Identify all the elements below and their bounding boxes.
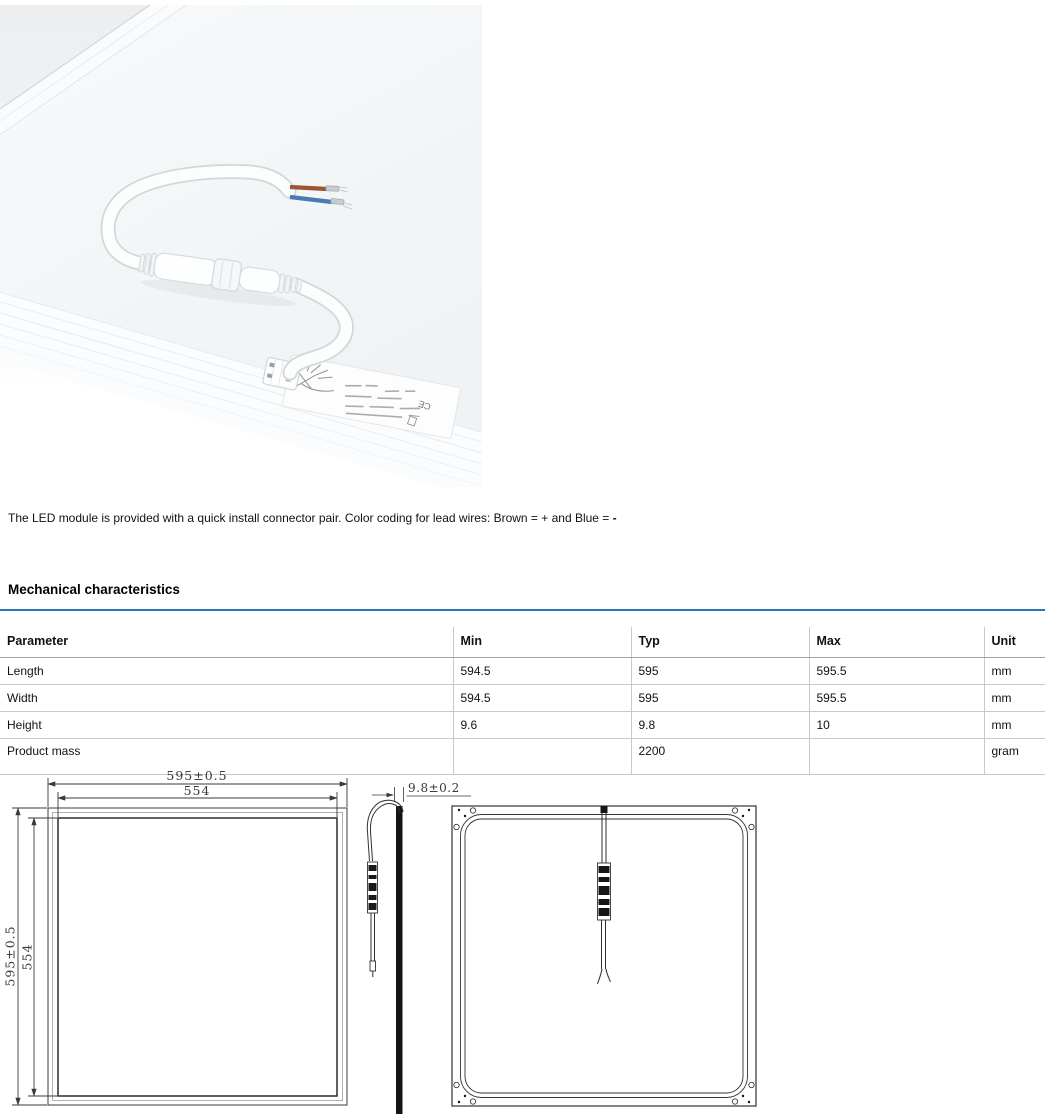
svg-text:CE: CE bbox=[416, 398, 433, 413]
brown-wire bbox=[290, 187, 327, 189]
dim-height-inner: 554 bbox=[19, 943, 35, 971]
table-row bbox=[0, 685, 1045, 712]
cell: Width bbox=[0, 685, 453, 712]
cell: 9.6 bbox=[453, 712, 631, 739]
dim-thickness: 9.8±0.2 bbox=[408, 781, 460, 795]
col-parameter: Parameter bbox=[0, 627, 453, 658]
cell: 595 bbox=[631, 658, 809, 685]
spec-table bbox=[0, 627, 1045, 775]
corner-rivets bbox=[458, 809, 750, 1103]
corner-screws bbox=[454, 808, 754, 1104]
cell: gram bbox=[984, 739, 1045, 775]
cell: 595.5 bbox=[809, 685, 984, 712]
back-cable bbox=[598, 806, 611, 984]
dim-width-outer: 595±0.5 bbox=[166, 768, 228, 783]
section-rule bbox=[0, 609, 1045, 611]
cell: mm bbox=[984, 658, 1045, 685]
cell: Product mass bbox=[0, 739, 453, 775]
cell bbox=[809, 739, 984, 775]
col-max: Max bbox=[809, 627, 984, 658]
cell: 594.5 bbox=[453, 685, 631, 712]
cell: 595.5 bbox=[809, 658, 984, 685]
table-row bbox=[0, 712, 1045, 739]
table-row bbox=[0, 658, 1045, 685]
back-view-drawing bbox=[452, 806, 756, 1106]
panel-profile bbox=[396, 806, 403, 1114]
col-unit: Unit bbox=[984, 627, 1045, 658]
photo-caption bbox=[8, 511, 1008, 526]
cell: 594.5 bbox=[453, 658, 631, 685]
cell: 2200 bbox=[631, 739, 809, 775]
col-typ: Typ bbox=[631, 627, 809, 658]
caption-bold-minus: - bbox=[612, 511, 617, 525]
cell: 10 bbox=[809, 712, 984, 739]
col-min: Min bbox=[453, 627, 631, 658]
caption-text: The LED module is provided with a quick install connector pair. Color coding for lead wires: Brown = + and Blue = bbox=[8, 511, 613, 525]
dim-height-outer: 595±0.5 bbox=[2, 925, 18, 987]
dimension-drawings bbox=[0, 765, 780, 1115]
table-header-row bbox=[0, 627, 1045, 658]
cell: Height bbox=[0, 712, 453, 739]
cell: 595 bbox=[631, 685, 809, 712]
cell: Length bbox=[0, 658, 453, 685]
side-view-drawing bbox=[367, 781, 471, 1114]
front-view-drawing bbox=[3, 768, 348, 1105]
section-title: Mechanical characteristics bbox=[8, 582, 180, 597]
blue-wire-ferrule bbox=[331, 198, 345, 205]
product-photo bbox=[0, 5, 482, 487]
cell: mm bbox=[984, 712, 1045, 739]
brown-wire-ferrule bbox=[326, 186, 339, 192]
dim-width-inner: 554 bbox=[183, 783, 211, 798]
cell: 9.8 bbox=[631, 712, 809, 739]
cell: mm bbox=[984, 685, 1045, 712]
product-photo-graphic bbox=[0, 5, 482, 487]
